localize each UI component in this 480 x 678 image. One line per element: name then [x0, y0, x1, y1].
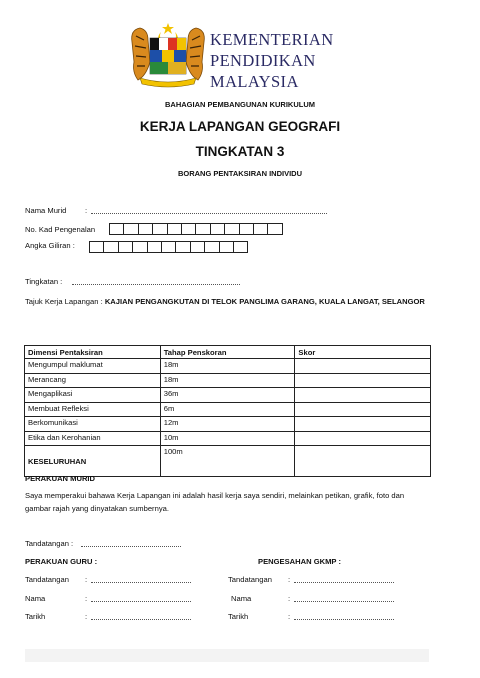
ic-number-boxes[interactable] — [110, 223, 283, 235]
dimension-cell: Mengaplikasi — [25, 388, 161, 403]
gkmp-date-field[interactable] — [294, 619, 394, 620]
ministry-line-3: MALAYSIA — [210, 72, 299, 91]
header-dimension: Dimensi Pentaksiran — [25, 346, 161, 359]
gkmp-signature-field[interactable] — [294, 582, 394, 583]
gkmp-signature-colon: : — [288, 575, 291, 584]
gkmp-name-colon: : — [288, 594, 291, 603]
assessment-table — [24, 345, 431, 477]
footer-bar — [25, 649, 429, 662]
topic-value: KAJIAN PENGANGKUTAN DI TELOK PANGLIMA GARANG, KUALA LANGAT, SELANGOR — [104, 297, 425, 306]
marks-cell: 18m — [160, 359, 295, 374]
digit-box[interactable] — [253, 223, 268, 235]
table-row — [25, 359, 431, 374]
table-row — [25, 373, 431, 388]
ministry-crest — [128, 22, 208, 88]
ic-number-label: No. Kad Pengenalan — [25, 225, 96, 234]
score-cell[interactable] — [295, 431, 431, 446]
student-name-colon: : — [85, 206, 88, 215]
digit-box[interactable] — [239, 223, 254, 235]
student-signature-field[interactable] — [81, 546, 181, 547]
marks-cell: 36m — [160, 388, 295, 403]
teacher-name-colon: : — [85, 594, 88, 603]
dimension-cell: Membuat Refleksi — [25, 402, 161, 417]
marks-cell: 12m — [160, 417, 295, 432]
header-score: Skor — [295, 346, 431, 359]
digit-box[interactable] — [233, 241, 248, 253]
score-cell[interactable] — [295, 359, 431, 374]
digit-box[interactable] — [175, 241, 190, 253]
marks-cell: 18m — [160, 373, 295, 388]
topic-label: Tajuk Kerja Lapangan : — [25, 297, 103, 306]
form-name: BORANG PENTAKSIRAN INDIVIDU — [177, 169, 303, 178]
score-cell[interactable] — [295, 373, 431, 388]
teacher-name-field[interactable] — [91, 601, 191, 602]
digit-box[interactable] — [167, 223, 182, 235]
table-row — [25, 388, 431, 403]
digit-box[interactable] — [152, 223, 167, 235]
declaration-text: Saya memperakui bahawa Kerja Lapangan ini adalah hasil kerja saya sendiri, melainkan petikan, grafik, foto dan gambar rajah yang dinyatakan sumbernya. — [25, 491, 405, 513]
teacher-name-label: Nama — [25, 594, 46, 603]
digit-box[interactable] — [267, 223, 282, 235]
gkmp-heading: PENGESAHAN GKMP : — [258, 557, 341, 566]
dimension-cell: Berkomunikasi — [25, 417, 161, 432]
form-class-field[interactable] — [72, 284, 240, 285]
digit-box[interactable] — [118, 241, 133, 253]
total-score-cell[interactable] — [295, 446, 431, 477]
index-number-label: Angka Giliran : — [25, 241, 75, 250]
score-cell[interactable] — [295, 388, 431, 403]
digit-box[interactable] — [161, 241, 176, 253]
student-signature-label: Tandatangan : — [25, 539, 74, 548]
digit-box[interactable] — [190, 241, 205, 253]
gkmp-date-label: Tarikh — [228, 612, 249, 621]
document-title: KERJA LAPANGAN GEOGRAFI — [139, 119, 341, 134]
digit-box[interactable] — [195, 223, 210, 235]
header-scoring-level: Tahap Penskoran — [160, 346, 295, 359]
declaration-heading: PERAKUAN MURID — [25, 474, 96, 483]
ministry-name — [210, 29, 334, 92]
digit-box[interactable] — [224, 223, 239, 235]
digit-box[interactable] — [204, 241, 219, 253]
score-cell[interactable] — [295, 417, 431, 432]
digit-box[interactable] — [103, 241, 118, 253]
division-name: BAHAGIAN PEMBANGUNAN KURIKULUM — [165, 100, 315, 109]
teacher-date-colon: : — [85, 612, 88, 621]
ministry-line-1: KEMENTERIAN — [210, 30, 334, 49]
marks-cell: 10m — [160, 431, 295, 446]
teacher-date-field[interactable] — [91, 619, 191, 620]
gkmp-signature-label: Tandatangan — [228, 575, 272, 584]
index-number-boxes[interactable] — [90, 241, 248, 253]
digit-box[interactable] — [123, 223, 138, 235]
table-row — [25, 431, 431, 446]
teacher-date-label: Tarikh — [25, 612, 46, 621]
gkmp-name-field[interactable] — [294, 601, 394, 602]
ministry-line-2: PENDIDIKAN — [210, 51, 316, 70]
level-title: TINGKATAN 3 — [195, 144, 285, 159]
dimension-cell: Etika dan Kerohanian — [25, 431, 161, 446]
teacher-signature-field[interactable] — [91, 582, 191, 583]
digit-box[interactable] — [138, 223, 153, 235]
gkmp-name-label: Nama — [231, 594, 252, 603]
digit-box[interactable] — [210, 223, 225, 235]
fieldwork-topic — [25, 296, 429, 308]
student-name-field[interactable] — [91, 213, 327, 214]
digit-box[interactable] — [132, 241, 147, 253]
total-marks-cell: 100m — [160, 446, 295, 477]
score-cell[interactable] — [295, 402, 431, 417]
digit-box[interactable] — [109, 223, 124, 235]
digit-box[interactable] — [89, 241, 104, 253]
digit-box[interactable] — [147, 241, 162, 253]
table-row — [25, 402, 431, 417]
teacher-heading: PERAKUAN GURU : — [25, 557, 98, 566]
teacher-signature-colon: : — [85, 575, 88, 584]
digit-box[interactable] — [219, 241, 234, 253]
form-class-label: Tingkatan : — [25, 277, 63, 286]
dimension-cell: Merancang — [25, 373, 161, 388]
total-label-cell: KESELURUHAN — [25, 446, 161, 477]
table-total-row — [25, 446, 431, 477]
table-row — [25, 417, 431, 432]
dimension-cell: Mengumpul maklumat — [25, 359, 161, 374]
student-name-label: Nama Murid — [25, 206, 67, 215]
marks-cell: 6m — [160, 402, 295, 417]
digit-box[interactable] — [181, 223, 196, 235]
teacher-signature-label: Tandatangan — [25, 575, 69, 584]
gkmp-date-colon: : — [288, 612, 291, 621]
table-header-row — [25, 346, 431, 359]
